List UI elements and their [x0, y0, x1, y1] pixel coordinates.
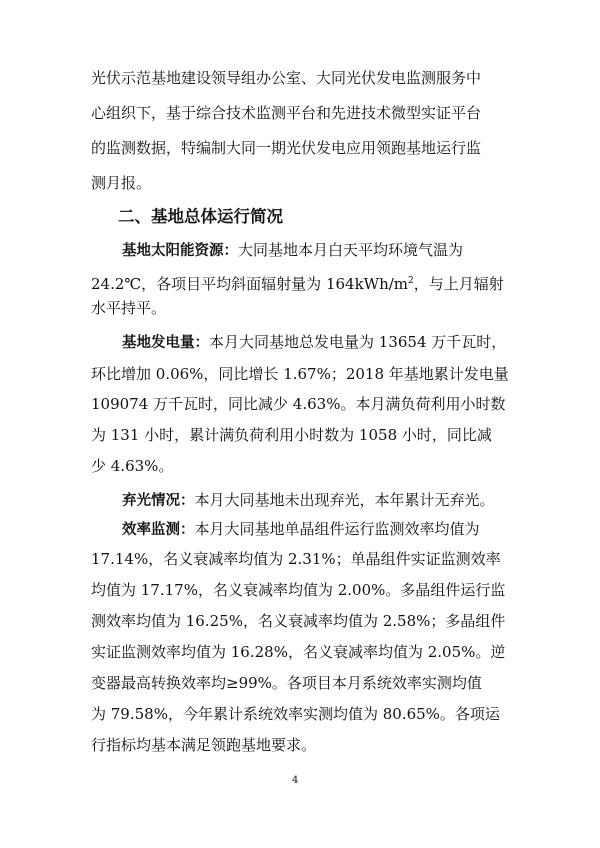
section-heading: 二、基地总体运行简况: [118, 207, 283, 226]
generation-line-3: 109074 万千瓦时，同比减少 4.63%。本月满负荷利用小时数: [91, 395, 506, 413]
curtailment-line: [122, 488, 495, 512]
curtailment-text: 本月大同基地未出现弃光，本年累计无弃光。: [194, 491, 495, 509]
efficiency-line-2: 17.14%，名义衰减率均值为 2.31%；单晶组件实证监测效率: [91, 550, 501, 568]
intro-line-2: 心组织下，基于综合技术监测平台和先进技术微型实证平台: [91, 104, 482, 122]
generation-line-1-text: 本月大同基地总发电量为 13654 万千瓦时，: [209, 333, 507, 351]
intro-line-3: 的监测数据，特编制大同一期光伏发电应用领跑基地运行监: [91, 139, 482, 157]
intro-line-4: 测月报。: [91, 174, 152, 192]
efficiency-line-8: 行指标均基本满足领跑基地要求。: [91, 736, 317, 754]
solar-line-1: [122, 238, 463, 262]
generation-label: 基地发电量：: [122, 335, 209, 351]
efficiency-line-1-text: 本月大同基地单晶组件运行监测效率均值为: [194, 520, 480, 538]
solar-line-2-b: ，与上月辐射: [413, 275, 504, 293]
efficiency-line-7: 为 79.58%，今年累计系统效率实测均值为 80.65%。各项运: [91, 705, 500, 723]
solar-line-2-a: 24.2℃，各项目平均斜面辐射量为 164kWh/m: [91, 275, 409, 293]
efficiency-label: 效率监测：: [122, 522, 195, 538]
solar-line-2: [91, 269, 504, 293]
page-number: 4: [292, 775, 299, 786]
solar-line-1-text: 大同基地本月白天平均环境气温为: [238, 241, 464, 259]
curtailment-label: 弃光情况：: [122, 493, 195, 509]
efficiency-line-1: [122, 517, 480, 541]
generation-line-4: 为 131 小时，累计满负荷利用小时数为 1058 小时，同比减: [91, 426, 492, 444]
efficiency-line-4: 测效率均值为 16.25%，名义衰减率均值为 2.58%；多晶组件: [91, 612, 506, 630]
solar-line-2-sup: 2: [408, 276, 414, 286]
generation-line-1: [122, 330, 506, 354]
efficiency-line-5: 实证监测效率均值为 16.28%，名义衰减率均值为 2.05%。逆: [91, 643, 506, 661]
intro-line-1: 光伏示范基地建设领导组办公室、大同光伏发电监测服务中: [91, 69, 482, 87]
solar-label: 基地太阳能资源：: [122, 243, 238, 259]
generation-line-2: 环比增加 0.06%，同比增长 1.67%；2018 年基地累计发电量: [91, 365, 509, 383]
efficiency-line-6: 变器最高转换效率均≥99%。各项目本月系统效率实测均值: [91, 674, 482, 692]
generation-line-5: 少 4.63%。: [91, 457, 174, 475]
efficiency-line-3: 均值为 17.17%，名义衰减率均值为 2.00%。多晶组件运行监: [91, 581, 506, 599]
solar-line-3: 水平持平。: [91, 299, 167, 317]
